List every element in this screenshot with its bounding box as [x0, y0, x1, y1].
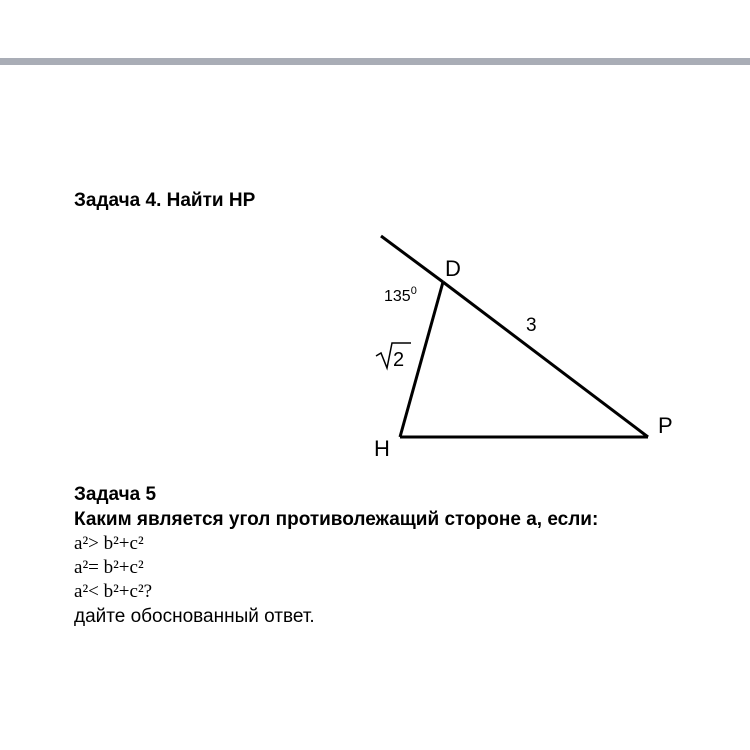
task5-block [74, 482, 750, 630]
vertex-d-label: D [445, 256, 461, 281]
condition-equal: a²= b²+c² [74, 557, 144, 578]
side-dp [443, 282, 648, 437]
radicand: 2 [393, 349, 405, 371]
task5-question: Каким является угол противолежащий стороне а, если: [74, 509, 599, 530]
answer-instruction: дайте обоснованный ответ. [74, 606, 315, 627]
task5-title: Задача 5 [74, 484, 157, 505]
sqrt-label [376, 343, 411, 371]
angle-value: 135 [384, 288, 411, 305]
condition-greater: a²> b²+c² [74, 533, 144, 554]
condition-less: a²< b²+c²? [74, 581, 153, 602]
vertex-h-label: H [374, 436, 390, 461]
task4-title: Задача 4. Найти НР [74, 190, 256, 211]
extension-line [381, 236, 443, 282]
vertex-p-label: P [658, 413, 673, 438]
side-dp-label: 3 [526, 315, 537, 336]
angle-degree: 0 [410, 285, 417, 297]
angle-label [384, 285, 417, 305]
side-dh [400, 282, 443, 437]
